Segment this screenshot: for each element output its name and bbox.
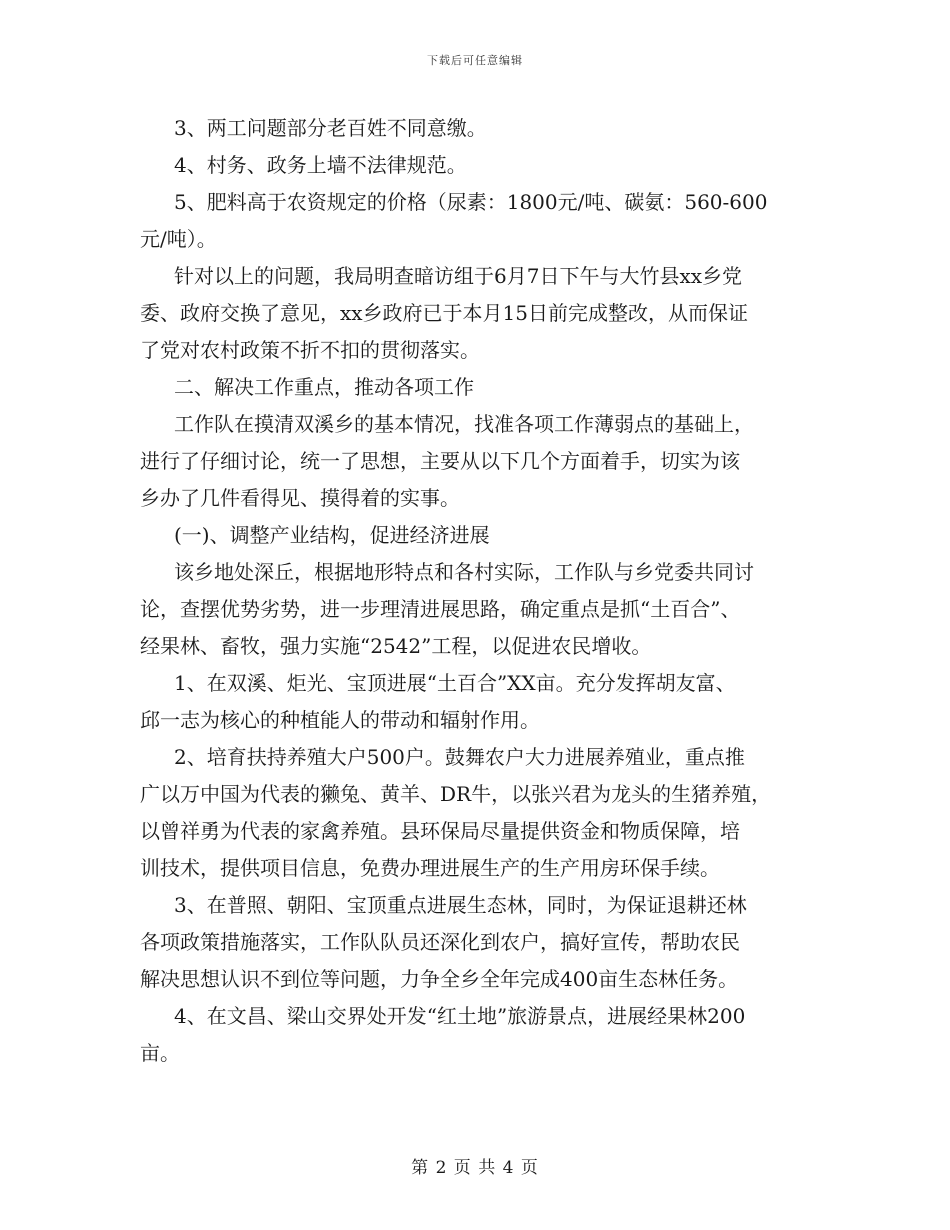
text-line: 元/吨）。 bbox=[140, 227, 217, 251]
text-line: 广以万中国为代表的獭兔、黄羊、DR牛，以张兴君为龙头的生猪养殖， bbox=[140, 782, 772, 806]
text-line: 解决思想认识不到位等问题，力争全乡全年完成400亩生态林任务。 bbox=[140, 967, 739, 991]
text-line: 2、培育扶持养殖大户500户。鼓舞农户大力进展养殖业，重点推 bbox=[174, 745, 745, 769]
text-line: 以曾祥勇为代表的家禽养殖。县环保局尽量提供资金和物质保障，培 bbox=[140, 819, 740, 843]
text-line: 了党对农村政策不折不扣的贯彻落实。 bbox=[140, 338, 480, 362]
subsection-heading: (一)、调整产业结构，促进经济进展 bbox=[174, 523, 490, 547]
text-line: 经果林、畜牧，强力实施“2542”工程，以促进农民增收。 bbox=[140, 634, 652, 658]
text-line: 1、在双溪、炬光、宝顶进展“土百合”XX亩。充分发挥胡友富、 bbox=[174, 671, 736, 695]
text-line: 4、在文昌、梁山交界处开发“红土地”旅游景点，进展经果林200 bbox=[174, 1004, 746, 1028]
text-line: 乡办了几件看得见、摸得着的实事。 bbox=[140, 486, 460, 510]
text-line: 邱一志为核心的种植能人的带动和辐射作用。 bbox=[140, 708, 540, 732]
text-line: 该乡地处深丘，根据地形特点和各村实际，工作队与乡党委共同讨 bbox=[174, 560, 754, 584]
text-line: 论，查摆优势劣势，进一步理清进展思路，确定重点是抓“土百合”、 bbox=[140, 597, 741, 621]
section-heading: 二、解决工作重点，推动各项工作 bbox=[174, 375, 474, 399]
text-line: 工作队在摸清双溪乡的基本情况，找准各项工作薄弱点的基础上， bbox=[174, 412, 754, 436]
text-line: 亩。 bbox=[140, 1041, 180, 1065]
document-body bbox=[140, 110, 820, 1072]
text-line: 4、村务、政务上墙不法律规范。 bbox=[174, 153, 467, 177]
text-line: 针对以上的问题，我局明查暗访组于6月7日下午与大竹县xx乡党 bbox=[174, 264, 743, 288]
text-line: 3、在普照、朝阳、宝顶重点进展生态林，同时，为保证退耕还林 bbox=[174, 893, 747, 917]
text-line: 委、政府交换了意见，xx乡政府已于本月15日前完成整改，从而保证 bbox=[140, 301, 749, 325]
text-line: 5、肥料高于农资规定的价格（尿素：1800元/吨、碳氨：560-600 bbox=[174, 190, 768, 214]
text-line: 各项政策措施落实，工作队队员还深化到农户，搞好宣传，帮助农民 bbox=[140, 930, 740, 954]
text-line: 进行了仔细讨论，统一了思想，主要从以下几个方面着手，切实为该 bbox=[140, 449, 740, 473]
text-line: 3、两工问题部分老百姓不同意缴。 bbox=[174, 116, 487, 140]
text-line: 训技术，提供项目信息，免费办理进展生产的生产用房环保手续。 bbox=[140, 856, 720, 880]
page-number: 第 2 页 共 4 页 bbox=[411, 1158, 539, 1178]
page-header: 下载后可任意编辑 bbox=[427, 54, 523, 67]
